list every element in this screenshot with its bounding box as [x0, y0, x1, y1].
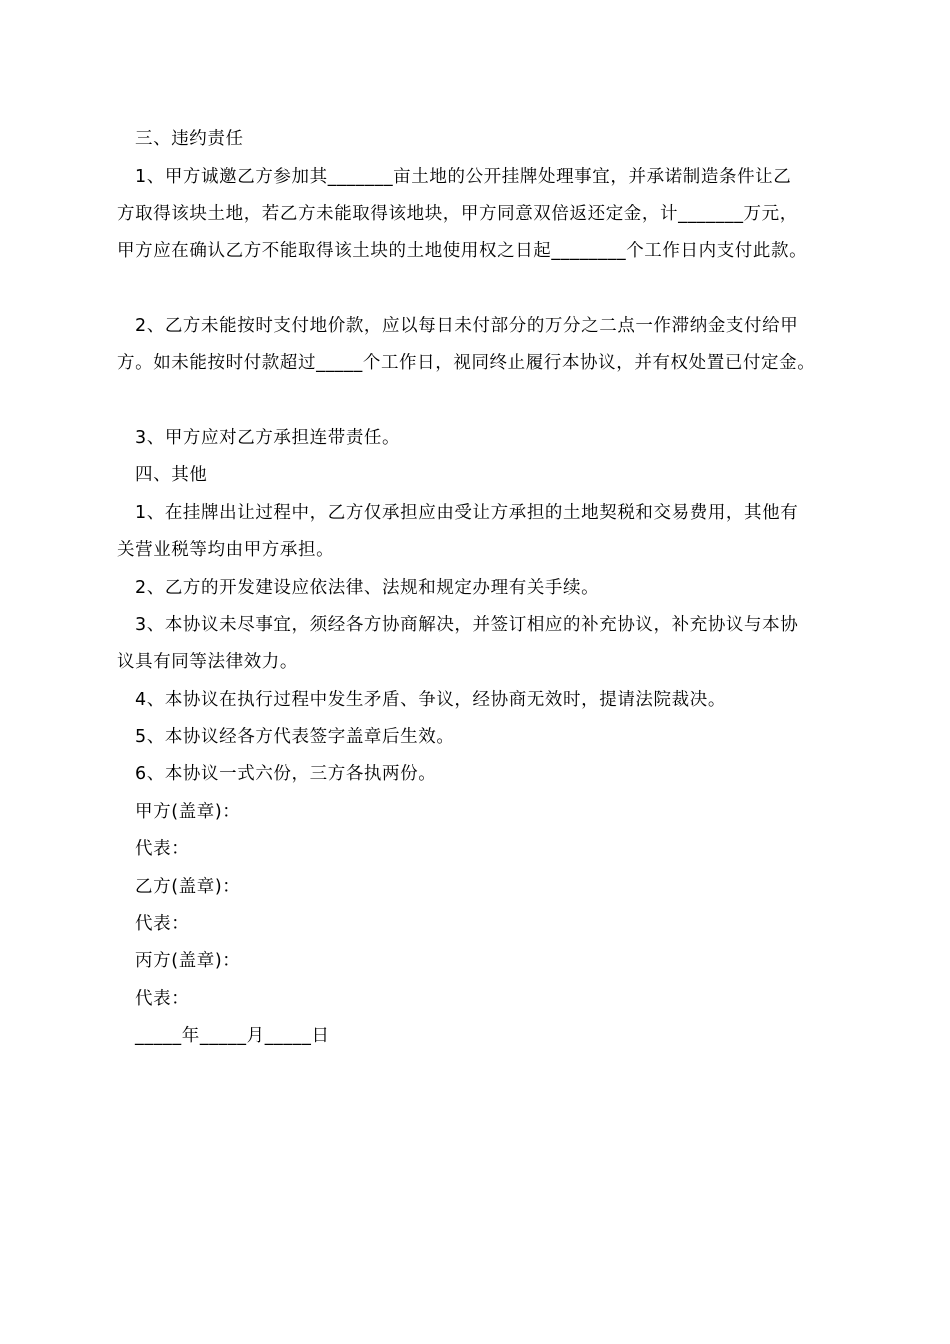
clause-4-5: 5、本协议经各方代表签字盖章后生效。: [135, 727, 455, 747]
clause-3-2-line-1: 2、乙方未能按时支付地价款，应以每日未付部分的万分之二点一作滞纳金支付给甲: [135, 316, 799, 336]
date-line: _____年_____月_____日: [135, 1026, 330, 1046]
party-b-seal-label: 乙方(盖章)：: [135, 877, 241, 897]
section-heading-other: 四、其他: [135, 465, 208, 485]
clause-3-3: 3、甲方应对乙方承担连带责任。: [135, 428, 401, 448]
clause-3-1-line-3: 甲方应在确认乙方不能取得该土块的土地使用权之日起________个工作日内支付此款。: [117, 241, 808, 261]
party-b-rep-label: 代表：: [135, 914, 190, 934]
party-c-seal-label: 丙方(盖章)：: [135, 951, 241, 971]
clause-4-4: 4、本协议在执行过程中发生矛盾、争议，经协商无效时，提请法院裁决。: [135, 690, 726, 710]
clause-3-2-line-2: 方。如未能按时付款超过_____个工作日，视同终止履行本协议，并有权处置已付定金。: [117, 353, 816, 373]
clause-3-1-line-1: 1、甲方诚邀乙方参加其_______亩土地的公开挂牌处理事宜，并承诺制造条件让乙: [135, 167, 792, 187]
clause-4-6: 6、本协议一式六份，三方各执两份。: [135, 764, 437, 784]
section-heading-breach: 三、违约责任: [135, 129, 244, 149]
clause-3-1-line-2: 方取得该块土地，若乙方未能取得该地块，甲方同意双倍返还定金，计_______万元，: [117, 204, 798, 224]
party-a-seal-label: 甲方(盖章)：: [135, 802, 241, 822]
clause-4-3-line-1: 3、本协议未尽事宜，须经各方协商解决，并签订相应的补充协议，补充协议与本协: [135, 615, 799, 635]
clause-4-2: 2、乙方的开发建设应依法律、法规和规定办理有关手续。: [135, 578, 600, 598]
clause-4-3-line-2: 议具有同等法律效力。: [117, 652, 298, 672]
party-c-rep-label: 代表：: [135, 989, 190, 1009]
clause-4-1-line-1: 1、在挂牌出让过程中，乙方仅承担应由受让方承担的土地契税和交易费用，其他有: [135, 503, 799, 523]
clause-4-1-line-2: 关营业税等均由甲方承担。: [117, 540, 335, 560]
party-a-rep-label: 代表：: [135, 839, 190, 859]
